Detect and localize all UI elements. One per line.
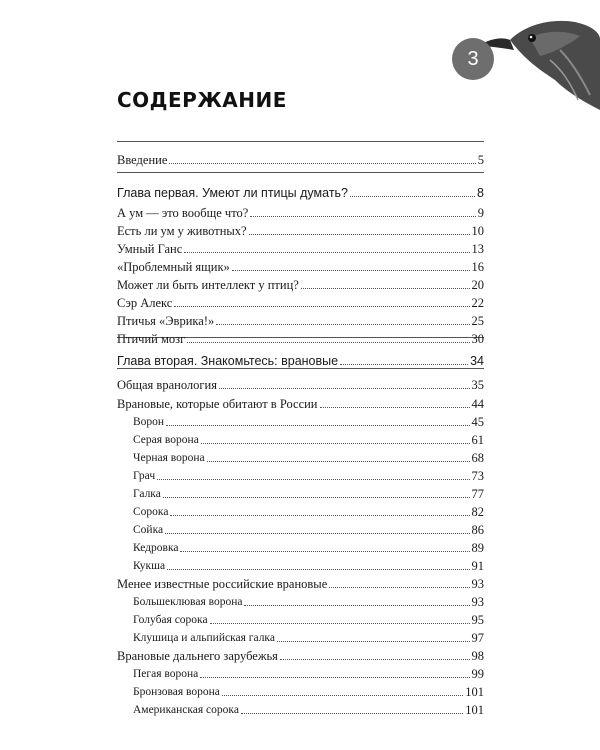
toc-subentry[interactable]: Сойка 86 — [133, 523, 484, 537]
toc-subentry[interactable]: Кукша 91 — [133, 559, 484, 573]
toc-subentry[interactable]: Кедровка 89 — [133, 541, 484, 555]
toc-entry[interactable]: Птичья «Эврика!» 25 — [117, 314, 484, 328]
toc-subentry[interactable]: Ворон 45 — [133, 415, 484, 429]
page-title: СОДЕРЖАНИЕ — [117, 88, 287, 112]
toc-entry[interactable]: Общая вранология 35 — [117, 378, 484, 392]
toc-subentry[interactable]: Бронзовая ворона 101 — [133, 685, 484, 699]
toc-subentry[interactable]: Галка 77 — [133, 487, 484, 501]
toc-subentry[interactable]: Пегая ворона 99 — [133, 667, 484, 681]
toc-entry[interactable]: «Проблемный ящик» 16 — [117, 260, 484, 274]
toc-chapter-entry[interactable]: Глава первая. Умеют ли птицы думать? 8 — [117, 186, 484, 200]
toc-entry[interactable]: Может ли быть интеллект у птиц? 20 — [117, 278, 484, 292]
divider — [117, 172, 484, 173]
toc-entry[interactable]: Врановые, которые обитают в России 44 — [117, 397, 484, 411]
toc-subentry[interactable]: Голубая сорока 95 — [133, 613, 484, 627]
toc-subentry[interactable]: Серая ворона 61 — [133, 433, 484, 447]
divider — [117, 141, 484, 142]
toc-subentry[interactable]: Черная ворона 68 — [133, 451, 484, 465]
toc-entry[interactable]: Сэр Алекс 22 — [117, 296, 484, 310]
toc-entry[interactable]: Есть ли ум у животных? 10 — [117, 224, 484, 238]
toc-entry[interactable]: А ум — это вообще что? 9 — [117, 206, 484, 220]
page-number-badge: 3 — [452, 38, 494, 80]
toc-subentry[interactable]: Клушица и альпийская галка 97 — [133, 631, 484, 645]
toc-entry[interactable]: Птичий мозг 30 — [117, 332, 484, 346]
toc-chapter-entry[interactable]: Глава вторая. Знакомьтесь: врановые 34 — [117, 354, 484, 368]
toc-subentry[interactable]: Американская сорока 101 — [133, 703, 484, 717]
toc-subentry[interactable]: Сорока 82 — [133, 505, 484, 519]
toc-subentry[interactable]: Большеклювая ворона 93 — [133, 595, 484, 609]
toc-subentry[interactable]: Грач 73 — [133, 469, 484, 483]
toc-entry[interactable]: Введение 5 — [117, 153, 484, 167]
toc-entry[interactable]: Врановые дальнего зарубежья 98 — [117, 649, 484, 663]
toc-entry[interactable]: Менее известные российские врановые 93 — [117, 577, 484, 591]
toc-entry[interactable]: Умный Ганс 13 — [117, 242, 484, 256]
